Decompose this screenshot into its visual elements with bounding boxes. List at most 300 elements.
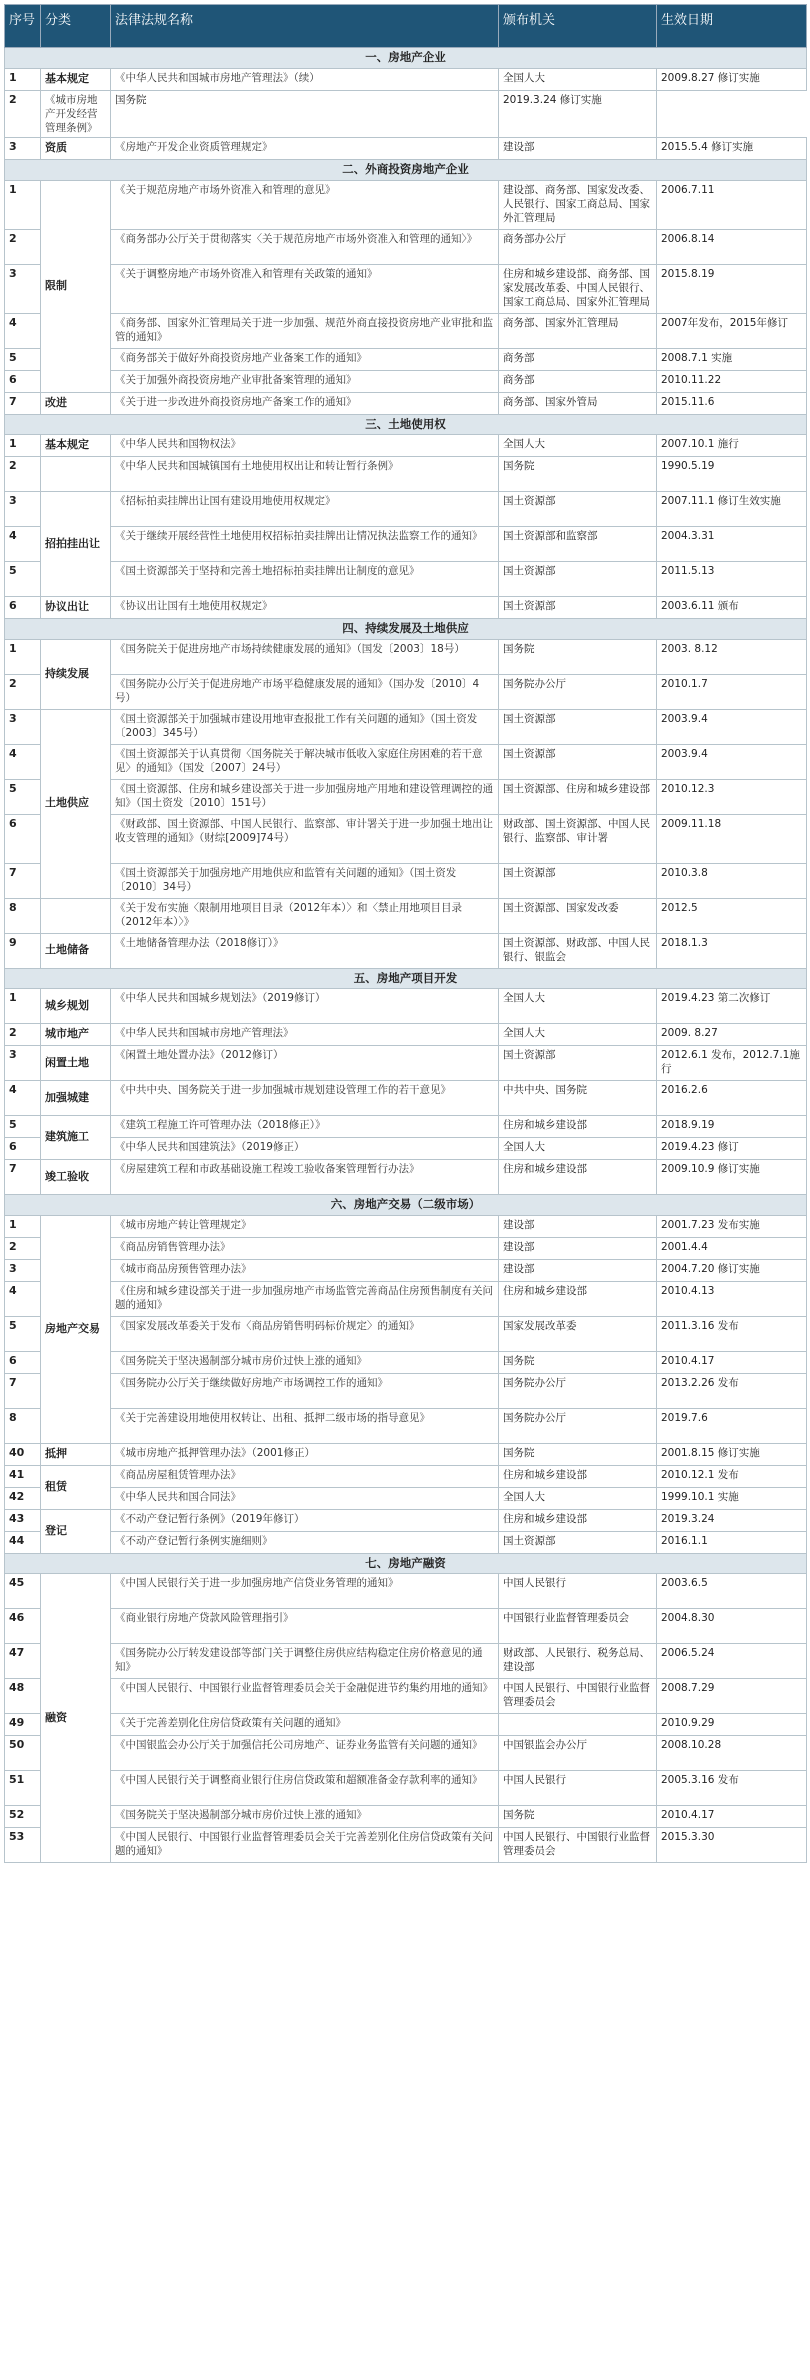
row-number: 53 (5, 1828, 41, 1863)
section-header-row (5, 1195, 807, 1216)
row-number: 45 (5, 1574, 41, 1609)
row-issuer: 财政部、人民银行、税务总局、建设部 (499, 1644, 657, 1679)
row-effective-date: 2010.12.1 发布 (657, 1465, 807, 1487)
row-number: 4 (5, 1081, 41, 1116)
row-number: 3 (5, 492, 41, 527)
table-row (5, 370, 807, 392)
row-number: 2 (5, 1237, 41, 1259)
row-issuer: 全国人大 (499, 1138, 657, 1160)
table-row (5, 527, 807, 562)
row-effective-date: 2003.9.4 (657, 709, 807, 744)
section-title: 三、土地使用权 (5, 414, 807, 435)
row-issuer: 住房和城乡建设部 (499, 1116, 657, 1138)
row-issuer: 全国人大 (499, 68, 657, 90)
table-row (5, 1160, 807, 1195)
row-issuer: 商务部 (499, 370, 657, 392)
table-row (5, 1316, 807, 1351)
table-row (5, 1574, 807, 1609)
row-issuer: 建设部 (499, 1215, 657, 1237)
table-row (5, 264, 807, 313)
row-issuer: 中国人民银行、中国银行业监督管理委员会 (499, 1828, 657, 1863)
row-category: 协议出让 (41, 597, 111, 619)
row-law-name: 《闲置土地处置办法》（2012修订） (111, 1046, 499, 1081)
row-category: 房地产交易 (41, 1215, 111, 1443)
row-law-name: 《城市房地产抵押管理办法》（2001修正） (111, 1443, 499, 1465)
row-law-name: 《中华人民共和国物权法》 (111, 435, 499, 457)
row-number: 3 (5, 138, 41, 160)
row-law-name: 《商品房销售管理办法》 (111, 1237, 499, 1259)
table-row (5, 348, 807, 370)
row-law-name: 《中华人民共和国城镇国有土地使用权出让和转让暂行条例》 (111, 457, 499, 492)
row-effective-date: 2006.8.14 (657, 229, 807, 264)
table-row (5, 313, 807, 348)
section-title: 四、持续发展及土地供应 (5, 619, 807, 640)
row-issuer: 商务部 (499, 348, 657, 370)
table-row (5, 457, 807, 492)
row-law-name: 《中华人民共和国城市房地产管理法》（续） (111, 68, 499, 90)
row-law-name: 《商品房屋租赁管理办法》 (111, 1465, 499, 1487)
row-effective-date: 2008.7.1 实施 (657, 348, 807, 370)
table-row (5, 90, 807, 138)
section-title: 六、房地产交易（二级市场） (5, 1195, 807, 1216)
table-row (5, 1443, 807, 1465)
row-effective-date: 2019.4.23 第二次修订 (657, 989, 807, 1024)
row-number: 5 (5, 562, 41, 597)
row-number: 49 (5, 1714, 41, 1736)
row-issuer: 商务部办公厅 (499, 229, 657, 264)
row-issuer: 商务部、国家外管局 (499, 392, 657, 414)
row-number: 3 (5, 1046, 41, 1081)
row-number: 7 (5, 392, 41, 414)
row-law-name: 《财政部、国土资源部、中国人民银行、监察部、审计署关于进一步加强土地出让收支管理的通知》（财综[2009]74号） (111, 814, 499, 863)
table-row (5, 1714, 807, 1736)
row-issuer (499, 1714, 657, 1736)
row-category: 持续发展 (41, 639, 111, 709)
table-header-row (5, 5, 807, 48)
row-category: 基本规定 (41, 68, 111, 90)
row-effective-date: 1990.5.19 (657, 457, 807, 492)
row-issuer: 国土资源部 (499, 1531, 657, 1553)
row-category: 建筑施工 (41, 1116, 111, 1160)
row-category: 闲置土地 (41, 1046, 111, 1081)
row-law-name: 《房地产开发企业资质管理规定》 (111, 138, 499, 160)
row-effective-date: 2015.3.30 (657, 1828, 807, 1863)
table-row (5, 1644, 807, 1679)
row-law-name: 《国土资源部关于加强城市建设用地审查报批工作有关问题的通知》（国土资发〔2003〕345号） (111, 709, 499, 744)
row-effective-date: 2012.5 (657, 898, 807, 933)
row-category: 土地供应 (41, 709, 111, 898)
row-number: 5 (5, 1316, 41, 1351)
row-issuer: 国务院 (499, 639, 657, 674)
row-issuer: 国务院办公厅 (499, 1373, 657, 1408)
table-row (5, 933, 807, 968)
row-law-name: 《商业银行房地产贷款风险管理指引》 (111, 1609, 499, 1644)
row-category: 城乡规划 (41, 989, 111, 1024)
row-law-name: 《城市房地产开发经营管理条例》 (41, 90, 111, 138)
row-number: 2 (5, 674, 41, 709)
row-effective-date: 2019.4.23 修订 (657, 1138, 807, 1160)
table-row (5, 1259, 807, 1281)
row-effective-date: 2009.11.18 (657, 814, 807, 863)
row-issuer: 全国人大 (499, 1487, 657, 1509)
row-law-name: 《关于完善建设用地使用权转让、出租、抵押二级市场的指导意见》 (111, 1408, 499, 1443)
row-number: 1 (5, 68, 41, 90)
row-law-name: 《商务部、国家外汇管理局关于进一步加强、规范外商直接投资房地产业审批和监管的通知》 (111, 313, 499, 348)
table-row (5, 1828, 807, 1863)
row-number: 1 (5, 639, 41, 674)
row-effective-date: 2010.4.13 (657, 1281, 807, 1316)
row-law-name: 《中国人民银行、中国银行业监督管理委员会关于金融促进节约集约用地的通知》 (111, 1679, 499, 1714)
row-number: 44 (5, 1531, 41, 1553)
row-law-name: 《建筑工程施工许可管理办法（2018修正）》 (111, 1116, 499, 1138)
row-issuer: 建设部 (499, 1237, 657, 1259)
row-number: 3 (5, 264, 41, 313)
row-number: 1 (5, 1215, 41, 1237)
row-issuer: 国土资源部、住房和城乡建设部 (499, 779, 657, 814)
table-row (5, 639, 807, 674)
row-law-name: 《中国人民银行、中国银行业监督管理委员会关于完善差别化住房信贷政策有关问题的通知》 (111, 1828, 499, 1863)
section-header-row (5, 160, 807, 181)
row-law-name: 《中华人民共和国合同法》 (111, 1487, 499, 1509)
row-category: 竣工验收 (41, 1160, 111, 1195)
row-law-name: 《国土资源部关于坚持和完善土地招标拍卖挂牌出让制度的意见》 (111, 562, 499, 597)
row-number: 6 (5, 1138, 41, 1160)
row-law-name: 《关于继续开展经营性土地使用权招标拍卖挂牌出让情况执法监察工作的通知》 (111, 527, 499, 562)
row-effective-date: 2015.11.6 (657, 392, 807, 414)
row-number: 6 (5, 370, 41, 392)
table-row (5, 1806, 807, 1828)
row-issuer: 国土资源部 (499, 562, 657, 597)
regulations-table (4, 4, 807, 1863)
row-effective-date: 2010.4.17 (657, 1806, 807, 1828)
table-row (5, 1509, 807, 1531)
row-issuer: 建设部 (499, 138, 657, 160)
row-effective-date: 2015.5.4 修订实施 (657, 138, 807, 160)
row-number: 1 (5, 989, 41, 1024)
table-row (5, 744, 807, 779)
section-title: 一、房地产企业 (5, 48, 807, 69)
row-law-name: 《国务院关于坚决遏制部分城市房价过快上涨的通知》 (111, 1351, 499, 1373)
row-issuer: 中国人民银行、中国银行业监督管理委员会 (499, 1679, 657, 1714)
row-category (41, 898, 111, 933)
row-issuer: 国务院办公厅 (499, 674, 657, 709)
table-row (5, 1351, 807, 1373)
table-row (5, 1281, 807, 1316)
row-law-name: 《国土资源部、住房和城乡建设部关于进一步加强房地产用地和建设管理调控的通知》（国土资发〔2010〕151号） (111, 779, 499, 814)
row-effective-date: 2003.6.11 颁布 (657, 597, 807, 619)
row-issuer: 国土资源部 (499, 744, 657, 779)
table-row (5, 1116, 807, 1138)
row-issuer: 中国人民银行 (499, 1771, 657, 1806)
row-effective-date: 2007年发布，2015年修订 (657, 313, 807, 348)
row-number: 8 (5, 1408, 41, 1443)
row-category: 租赁 (41, 1465, 111, 1509)
row-number: 1 (5, 180, 41, 229)
row-number: 7 (5, 1160, 41, 1195)
row-number: 6 (5, 1351, 41, 1373)
row-effective-date: 2003. 8.12 (657, 639, 807, 674)
row-issuer: 住房和城乡建设部 (499, 1465, 657, 1487)
row-issuer: 中国人民银行 (499, 1574, 657, 1609)
row-effective-date: 2013.2.26 发布 (657, 1373, 807, 1408)
row-law-name: 《国家发展改革委关于发布〈商品房销售明码标价规定〉的通知》 (111, 1316, 499, 1351)
row-category: 登记 (41, 1509, 111, 1553)
table-row (5, 1487, 807, 1509)
row-issuer: 建设部、商务部、国家发改委、人民银行、国家工商总局、国家外汇管理局 (499, 180, 657, 229)
row-effective-date: 2005.3.16 发布 (657, 1771, 807, 1806)
row-law-name: 《关于加强外商投资房地产业审批备案管理的通知》 (111, 370, 499, 392)
row-issuer: 国土资源部 (499, 709, 657, 744)
section-title: 二、外商投资房地产企业 (5, 160, 807, 181)
row-category: 土地储备 (41, 933, 111, 968)
row-effective-date: 2007.11.1 修订生效实施 (657, 492, 807, 527)
row-number: 2 (5, 90, 41, 138)
section-header-row (5, 619, 807, 640)
table-row (5, 597, 807, 619)
row-issuer: 国务院办公厅 (499, 1408, 657, 1443)
row-law-name: 《商务部关于做好外商投资房地产业备案工作的通知》 (111, 348, 499, 370)
row-number: 2 (5, 1024, 41, 1046)
row-number: 5 (5, 1116, 41, 1138)
row-law-name: 《中华人民共和国城乡规划法》（2019修订） (111, 989, 499, 1024)
row-effective-date: 2006.7.11 (657, 180, 807, 229)
row-issuer: 中国银行业监督管理委员会 (499, 1609, 657, 1644)
row-number: 48 (5, 1679, 41, 1714)
row-category: 加强城建 (41, 1081, 111, 1116)
section-header-row (5, 414, 807, 435)
table-row (5, 180, 807, 229)
row-number: 46 (5, 1609, 41, 1644)
table-row (5, 898, 807, 933)
row-number: 2 (5, 457, 41, 492)
row-issuer: 国务院 (499, 1806, 657, 1828)
row-number: 4 (5, 313, 41, 348)
row-issuer: 国土资源部 (499, 597, 657, 619)
row-issuer: 国务院 (499, 1443, 657, 1465)
table-row (5, 814, 807, 863)
row-effective-date: 2004.8.30 (657, 1609, 807, 1644)
row-effective-date: 2010.3.8 (657, 863, 807, 898)
row-category (41, 457, 111, 492)
table-row (5, 1138, 807, 1160)
row-effective-date: 2010.1.7 (657, 674, 807, 709)
row-effective-date: 2009.8.27 修订实施 (657, 68, 807, 90)
row-effective-date: 2008.7.29 (657, 1679, 807, 1714)
header-issuer: 颁布机关 (499, 5, 657, 48)
section-title: 七、房地产融资 (5, 1553, 807, 1574)
row-number: 47 (5, 1644, 41, 1679)
row-effective-date: 2001.4.4 (657, 1237, 807, 1259)
row-effective-date: 2019.7.6 (657, 1408, 807, 1443)
row-effective-date: 2004.7.20 修订实施 (657, 1259, 807, 1281)
row-effective-date: 2010.9.29 (657, 1714, 807, 1736)
row-number: 4 (5, 744, 41, 779)
row-effective-date: 2006.5.24 (657, 1644, 807, 1679)
row-issuer: 中共中央、国务院 (499, 1081, 657, 1116)
table-row (5, 1237, 807, 1259)
row-law-name: 《国土资源部关于加强房地产用地供应和监管有关问题的通知》（国土资发〔2010〕34号） (111, 863, 499, 898)
table-row (5, 68, 807, 90)
row-issuer: 国务院 (499, 1351, 657, 1373)
table-row (5, 779, 807, 814)
table-row (5, 1736, 807, 1771)
row-issuer: 住房和城乡建设部、商务部、国家发展改革委、中国人民银行、国家工商总局、国家外汇管理局 (499, 264, 657, 313)
row-law-name: 《房屋建筑工程和市政基础设施工程竣工验收备案管理暂行办法》 (111, 1160, 499, 1195)
row-effective-date: 2019.3.24 (657, 1509, 807, 1531)
row-category: 抵押 (41, 1443, 111, 1465)
row-effective-date: 2012.6.1 发布，2012.7.1施行 (657, 1046, 807, 1081)
row-issuer: 中国银监会办公厅 (499, 1736, 657, 1771)
row-effective-date: 2018.9.19 (657, 1116, 807, 1138)
row-issuer: 商务部、国家外汇管理局 (499, 313, 657, 348)
row-number: 9 (5, 933, 41, 968)
row-number: 52 (5, 1806, 41, 1828)
table-row (5, 989, 807, 1024)
row-law-name: 《国务院办公厅关于促进房地产市场平稳健康发展的通知》（国办发〔2010〕4号） (111, 674, 499, 709)
header-seq: 序号 (5, 5, 41, 48)
row-category: 城市地产 (41, 1024, 111, 1046)
row-issuer: 全国人大 (499, 1024, 657, 1046)
row-law-name: 《关于调整房地产市场外资准入和管理有关政策的通知》 (111, 264, 499, 313)
row-issuer: 国土资源部 (499, 1046, 657, 1081)
row-effective-date: 1999.10.1 实施 (657, 1487, 807, 1509)
row-law-name: 《中国人民银行关于进一步加强房地产信贷业务管理的通知》 (111, 1574, 499, 1609)
row-number: 7 (5, 863, 41, 898)
row-issuer: 国土资源部 (499, 863, 657, 898)
table-row (5, 138, 807, 160)
row-effective-date: 2001.8.15 修订实施 (657, 1443, 807, 1465)
table-row (5, 562, 807, 597)
table-row (5, 1679, 807, 1714)
row-number: 42 (5, 1487, 41, 1509)
header-category: 分类 (41, 5, 111, 48)
row-issuer: 住房和城乡建设部 (499, 1509, 657, 1531)
row-number: 1 (5, 435, 41, 457)
row-category: 资质 (41, 138, 111, 160)
table-row (5, 1215, 807, 1237)
row-effective-date: 2018.1.3 (657, 933, 807, 968)
row-law-name: 《不动产登记暂行条例》（2019年修订） (111, 1509, 499, 1531)
row-law-name: 《住房和城乡建设部关于进一步加强房地产市场监管完善商品住房预售制度有关问题的通知》 (111, 1281, 499, 1316)
row-issuer: 国土资源部 (499, 492, 657, 527)
row-effective-date: 2009.10.9 修订实施 (657, 1160, 807, 1195)
section-header-row (5, 48, 807, 69)
row-effective-date: 2001.7.23 发布实施 (657, 1215, 807, 1237)
row-effective-date: 2004.3.31 (657, 527, 807, 562)
row-law-name: 《土地储备管理办法（2018修订）》 (111, 933, 499, 968)
table-row (5, 435, 807, 457)
row-law-name: 《国务院办公厅关于继续做好房地产市场调控工作的通知》 (111, 1373, 499, 1408)
row-number: 3 (5, 709, 41, 744)
row-effective-date: 2007.10.1 施行 (657, 435, 807, 457)
row-law-name: 《中华人民共和国建筑法》（2019修正） (111, 1138, 499, 1160)
row-number: 40 (5, 1443, 41, 1465)
row-number: 4 (5, 527, 41, 562)
row-number: 6 (5, 814, 41, 863)
header-name: 法律法规名称 (111, 5, 499, 48)
row-category: 招拍挂出让 (41, 492, 111, 597)
row-issuer: 国土资源部和监察部 (499, 527, 657, 562)
row-effective-date: 2011.5.13 (657, 562, 807, 597)
row-number: 7 (5, 1373, 41, 1408)
table-row (5, 863, 807, 898)
section-header-row (5, 1553, 807, 1574)
row-law-name: 《城市商品房预售管理办法》 (111, 1259, 499, 1281)
row-law-name: 《国土资源部关于认真贯彻〈国务院关于解决城市低收入家庭住房困难的若干意见〉的通知》（国发〔2007〕24号） (111, 744, 499, 779)
row-effective-date: 2003.6.5 (657, 1574, 807, 1609)
row-effective-date: 2011.3.16 发布 (657, 1316, 807, 1351)
row-law-name: 《国务院关于促进房地产市场持续健康发展的通知》（国发〔2003〕18号） (111, 639, 499, 674)
row-law-name: 《关于进一步改进外商投资房地产备案工作的通知》 (111, 392, 499, 414)
row-effective-date: 2010.12.3 (657, 779, 807, 814)
row-category: 基本规定 (41, 435, 111, 457)
row-issuer: 国土资源部、国家发改委 (499, 898, 657, 933)
row-number: 8 (5, 898, 41, 933)
row-law-name: 《商务部办公厅关于贯彻落实〈关于规范房地产市场外资准入和管理的通知〉》 (111, 229, 499, 264)
table-row (5, 492, 807, 527)
table-row (5, 1024, 807, 1046)
table-row (5, 709, 807, 744)
row-number: 4 (5, 1281, 41, 1316)
row-number: 6 (5, 597, 41, 619)
row-issuer: 全国人大 (499, 435, 657, 457)
section-header-row (5, 968, 807, 989)
row-issuer: 国家发展改革委 (499, 1316, 657, 1351)
row-effective-date: 2010.4.17 (657, 1351, 807, 1373)
row-law-name: 《国务院关于坚决遏制部分城市房价过快上涨的通知》 (111, 1806, 499, 1828)
row-law-name: 《招标拍卖挂牌出让国有建设用地使用权规定》 (111, 492, 499, 527)
row-number: 50 (5, 1736, 41, 1771)
row-law-name: 《关于发布实施〈限制用地项目目录（2012年本）〉和〈禁止用地项目目录（2012年本）〉》 (111, 898, 499, 933)
row-issuer: 财政部、国土资源部、中国人民银行、监察部、审计署 (499, 814, 657, 863)
table-body (5, 48, 807, 1863)
row-number: 43 (5, 1509, 41, 1531)
row-effective-date: 2008.10.28 (657, 1736, 807, 1771)
row-issuer: 全国人大 (499, 989, 657, 1024)
row-effective-date: 2003.9.4 (657, 744, 807, 779)
row-issuer: 国务院 (111, 90, 499, 138)
table-row (5, 674, 807, 709)
row-law-name: 《协议出让国有土地使用权规定》 (111, 597, 499, 619)
table-row (5, 1465, 807, 1487)
row-law-name: 《中国银监会办公厅关于加强信托公司房地产、证券业务监管有关问题的通知》 (111, 1736, 499, 1771)
row-issuer: 建设部 (499, 1259, 657, 1281)
table-row (5, 229, 807, 264)
row-effective-date: 2019.3.24 修订实施 (499, 90, 657, 138)
row-issuer: 国土资源部、财政部、中国人民银行、银监会 (499, 933, 657, 968)
row-number: 3 (5, 1259, 41, 1281)
row-law-name: 《关于完善差别化住房信贷政策有关问题的通知》 (111, 1714, 499, 1736)
row-effective-date: 2016.1.1 (657, 1531, 807, 1553)
table-row (5, 1046, 807, 1081)
row-law-name: 《中国人民银行关于调整商业银行住房信贷政策和超额准备金存款利率的通知》 (111, 1771, 499, 1806)
row-law-name: 《关于规范房地产市场外资准入和管理的意见》 (111, 180, 499, 229)
section-title: 五、房地产项目开发 (5, 968, 807, 989)
row-number: 2 (5, 229, 41, 264)
table-row (5, 1531, 807, 1553)
row-number: 5 (5, 779, 41, 814)
table-row (5, 1408, 807, 1443)
table-row (5, 392, 807, 414)
table-row (5, 1771, 807, 1806)
row-category: 融资 (41, 1574, 111, 1863)
row-effective-date: 2015.8.19 (657, 264, 807, 313)
row-law-name: 《中共中央、国务院关于进一步加强城市规划建设管理工作的若干意见》 (111, 1081, 499, 1116)
row-category: 改进 (41, 392, 111, 414)
row-number: 51 (5, 1771, 41, 1806)
row-category: 限制 (41, 180, 111, 392)
row-issuer: 住房和城乡建设部 (499, 1160, 657, 1195)
